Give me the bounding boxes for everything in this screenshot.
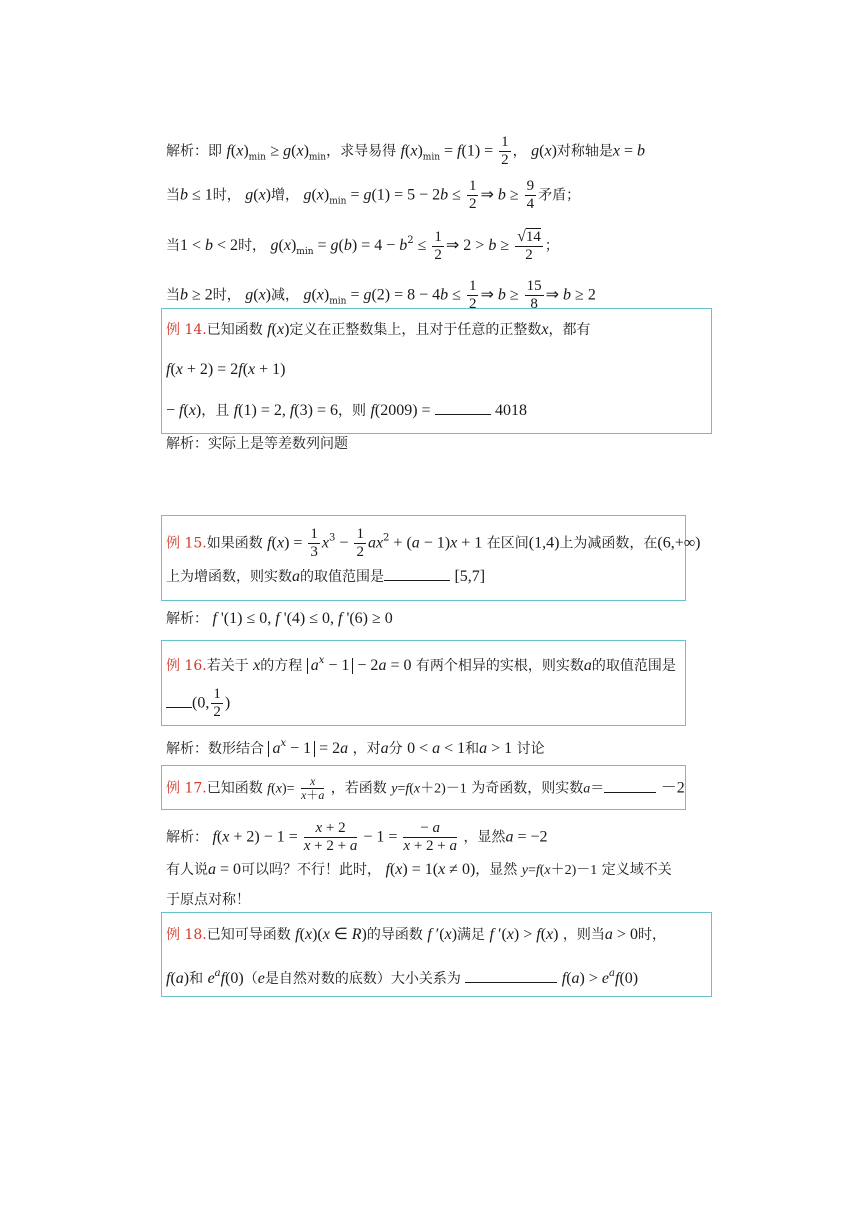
example-15-line-1: 例 15.如果函数 f(x) = $\frac{1}{3}$ $x^3$ − $\frac{1}{2}$ $ax^2 + (a - 1)x + 1$ 在区间(1,4)上为减函数，在(6,+∞) <box>166 526 701 560</box>
example-16-line-1: 例 16.若关于 x的方程 $a^x - 1 - 2a = 0$ 有两个相异的实根，则实数a的取值范围是 <box>166 655 676 674</box>
analysis-line-4: 当b ≥ 2时， g(x)减， $g(x)_{min} = g(2) = 8 - 4b$ ≤ $\frac{1}{2}$ ⇒ b ≥ $\frac{15}{8}$ ⇒ b ≥ 2 <box>166 278 596 312</box>
example-15-analysis: 解析： f '(1) ≤ 0, f '(4) ≤ 0, f '(6) ≥ 0 <box>166 610 393 627</box>
example-18-label: 例 18. <box>166 927 207 943</box>
example-17-note-2: 于原点对称！ <box>166 892 250 908</box>
example-18-line-2: f(a)和 $e^af(0)(e$是自然对数的底数）大小关系为 $f(a) > e^af(0)$ <box>166 968 639 987</box>
example-16-label: 例 16. <box>166 658 207 674</box>
example-15-label: 例 15. <box>166 535 207 552</box>
analysis-line-2: 当b ≤ 1时， g(x)增， $g(x)_{min} = g(1) = 5 - 2b$ ≤ $\frac{1}{2}$ ⇒ b ≥ $\frac{9}{4}$ 矛盾； <box>166 178 581 212</box>
example-17-answer: －2 <box>660 779 685 797</box>
example-14-analysis: 解析：实际上是等差数列问题 <box>166 436 348 452</box>
example-17-label: 例 17. <box>166 780 207 797</box>
analysis-line-1: 解析：即 $f(x)_{min} \ge g(x)_{min}$，求导易得 $f(x)_{min} = f(1)$ = $\frac{1}{2}$ ， g(x)对称轴是x = b <box>166 134 646 168</box>
example-15-line-2: 上为增函数，则实数a的取值范围是 [5,7] <box>166 568 486 585</box>
example-17-analysis: 解析： f(x + 2) − 1 = $\frac{x + 2}{x + 2 + a}$ − 1 = $\frac{- a}{x + 2 + a}$ ，显然a = −2 <box>166 820 548 854</box>
analysis-line-3: 当1 < b < 2时， $g(x)_{min} = g(b) = 4 - b^2$ ≤ $\frac{1}{2}$ ⇒ 2 > b ≥ $\frac{√14}{2}$ ； <box>166 228 559 263</box>
example-16-line-2: (0, $\frac{1}{2}$ ) <box>166 686 230 721</box>
example-14-line-1: 例 14.已知函数 f(x)定义在正整数集上，且对于任意的正整数x，都有 <box>166 321 591 338</box>
example-14-answer: 4018 <box>495 402 528 419</box>
example-17-line-1: 例 17.已知函数 f(x)= $\frac{x}{x+a}$ ，若函数 y=f(x＋2)－1 为奇函数，则实数a＝ －2 <box>166 774 685 802</box>
example-14-line-2: f(x + 2) = 2f(x + 1) <box>166 361 286 378</box>
example-14-line-3: − f(x)，且 f(1) = 2, f(3) = 6，则 f(2009) = 4018 <box>166 402 528 419</box>
example-15-answer: [5,7] <box>454 568 486 585</box>
example-18-line-1: 例 18.已知可导函数 f(x)(x ∈ R)的导函数 f ′(x)满足 f ′(x) > f(x) ，则当a > 0时， <box>166 926 666 943</box>
example-14-label: 例 14. <box>166 322 207 338</box>
example-16-analysis: 解析：数形结合 $a^x - 1 = 2a$ ，对a分 0 < a < 1和a > 1 讨论 <box>166 738 545 757</box>
example-17-note-1: 有人说a = 0可以吗？不行！此时， f(x) = 1(x ≠ 0)，显然 y=f(x＋2)－1 定义域不关 <box>166 861 672 878</box>
